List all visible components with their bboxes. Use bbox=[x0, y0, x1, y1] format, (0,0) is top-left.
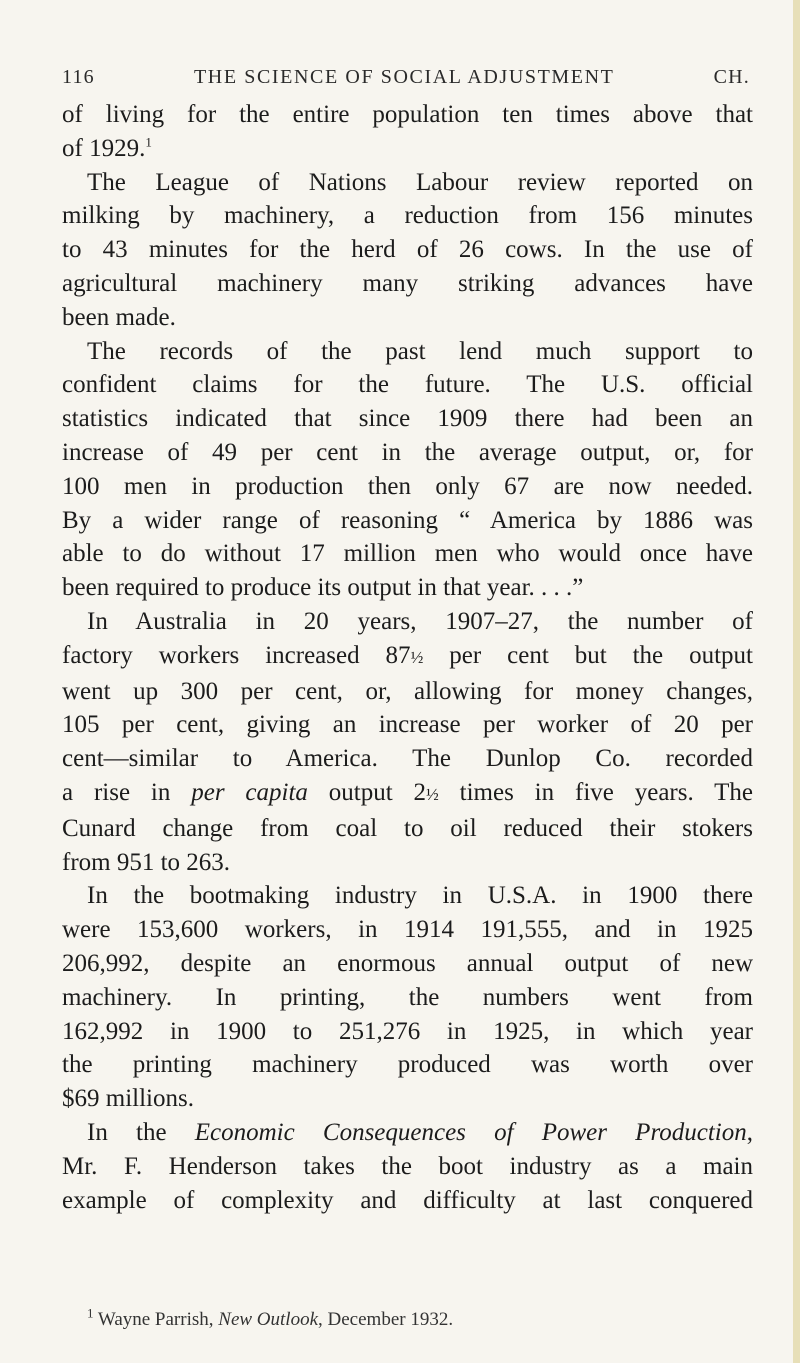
page-number: 116 bbox=[62, 66, 95, 88]
text-line: went up 300 per cent, or, allowing for money changes, bbox=[62, 677, 753, 705]
running-head bbox=[62, 66, 750, 89]
footnote-marker: 1 bbox=[87, 1305, 94, 1321]
text-line: In the bootmaking industry in U.S.A. in 1900 there bbox=[87, 882, 753, 910]
text-line: 105 per cent, giving an increase per worker of 20 per bbox=[62, 711, 753, 739]
text-line: statistics indicated that since 1909 there had been an bbox=[62, 405, 753, 433]
text-line: 206,992, despite an enormous annual output of new bbox=[62, 949, 753, 977]
page-edge-shading bbox=[793, 0, 800, 1363]
text-line: able to do without 17 million men who would once have bbox=[62, 540, 753, 568]
text-line: example of complexity and difficulty at last conquered bbox=[62, 1186, 753, 1214]
text-line: a rise in per capita output 2½ times in five years. The bbox=[62, 778, 753, 806]
text-line: In the Economic Consequences of Power Production, bbox=[87, 1118, 753, 1146]
text-line: In Australia in 20 years, 1907–27, the number of bbox=[87, 607, 753, 635]
text-line: factory workers increased 87½ per cent but the output bbox=[62, 641, 753, 669]
text-line: 162,992 in 1900 to 251,276 in 1925, in which year bbox=[62, 1017, 753, 1045]
text-line: By a wider range of reasoning “ America by 1886 was bbox=[62, 506, 753, 534]
text-line: Mr. F. Henderson takes the boot industry as a main bbox=[62, 1152, 753, 1180]
chapter-mark: CH. bbox=[713, 66, 750, 88]
text-line: The League of Nations Labour review reported on bbox=[87, 168, 753, 196]
text-line: increase of 49 per cent in the average output, or, for bbox=[62, 438, 753, 466]
text-line: to 43 minutes for the herd of 26 cows. In the use of bbox=[62, 236, 753, 264]
text-line: been required to produce its output in that year. . . .” bbox=[62, 574, 584, 602]
text-line: of living for the entire population ten times above that bbox=[62, 101, 753, 128]
footnote-publication: New Outlook bbox=[218, 1309, 319, 1330]
text-line: been made. bbox=[62, 303, 176, 331]
body-text bbox=[62, 98, 753, 1217]
text-line: $69 millions. bbox=[62, 1085, 194, 1113]
text-line: machinery. In printing, the numbers went from bbox=[62, 983, 753, 1011]
text-line: cent—similar to America. The Dunlop Co. recorded bbox=[62, 745, 753, 773]
text-line: were 153,600 workers, in 1914 191,555, and in 1925 bbox=[62, 916, 753, 944]
footnote bbox=[62, 1305, 753, 1331]
footnote-reference: 1 bbox=[145, 134, 152, 150]
text-line: The records of the past lend much support to bbox=[87, 337, 753, 365]
text-line: 100 men in production then only 67 are now needed. bbox=[62, 472, 753, 500]
footnote-text-after: , December 1932. bbox=[318, 1309, 454, 1330]
text-line: of 1929.$^1$ bbox=[62, 134, 152, 162]
text-line: milking by machinery, a reduction from 156 minutes bbox=[62, 202, 753, 230]
text-line: confident claims for the future. The U.S. official bbox=[62, 371, 753, 399]
text-line: agricultural machinery many striking advances have bbox=[62, 269, 753, 297]
footnote-text-before: Wayne Parrish, bbox=[93, 1309, 219, 1330]
text-line: Cunard change from coal to oil reduced their stokers bbox=[62, 814, 753, 842]
running-title: THE SCIENCE OF SOCIAL ADJUSTMENT bbox=[193, 66, 615, 88]
text-line: from 951 to 263. bbox=[62, 848, 231, 876]
text-line: the printing machinery produced was worth over bbox=[62, 1051, 753, 1079]
